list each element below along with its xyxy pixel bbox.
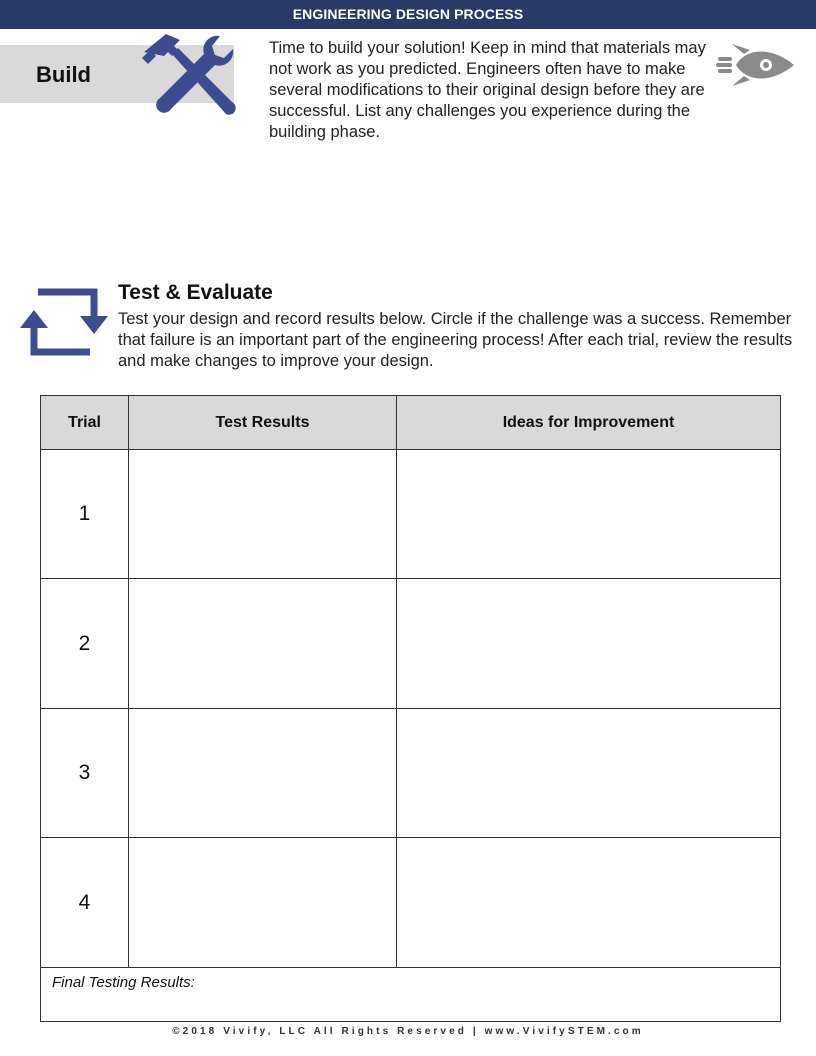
test-results-cell[interactable]: [129, 450, 397, 578]
test-instructions: Test your design and record results below. Circle if the challenge was a success. Remember that failure is an important part of the engineering process! After each trial, review the results and make changes to improve your design.: [118, 310, 793, 370]
final-results-label: Final Testing Results:: [52, 974, 195, 991]
results-table: [40, 395, 781, 1022]
test-evaluate-heading: Test & Evaluate: [118, 281, 273, 304]
rocket-icon: [716, 40, 796, 90]
trial-number: 4: [41, 838, 129, 967]
ideas-cell[interactable]: [397, 709, 780, 837]
column-header-trial: Trial: [41, 396, 129, 449]
trial-number: 1: [41, 450, 129, 578]
table-header-row: [41, 396, 780, 450]
hammer-wrench-icon: [138, 30, 238, 122]
ideas-cell[interactable]: [397, 838, 780, 967]
column-header-ideas: Ideas for Improvement: [502, 413, 675, 431]
test-results-cell[interactable]: [129, 838, 397, 967]
ideas-cell[interactable]: [397, 450, 780, 578]
trial-number: 3: [41, 709, 129, 837]
build-label: Build: [36, 62, 91, 87]
top-banner: ENGINEERING DESIGN PROCESS: [0, 0, 816, 29]
table-row: [41, 709, 780, 838]
test-results-cell[interactable]: [129, 579, 397, 708]
column-header-test-results: Test Results: [129, 396, 397, 449]
table-row: [41, 450, 780, 579]
ideas-cell[interactable]: [397, 579, 780, 708]
footer-copyright: ©2018 Vivify, LLC All Rights Reserved | www.VivifySTEM.com: [172, 1026, 644, 1037]
final-results-row[interactable]: [41, 968, 780, 1021]
build-instructions: Time to build your solution! Keep in mind that materials may not work as you predicted. Engineers often have to make several modifications to their original design before they are successful. List any challenges you experience during the building phase.: [269, 39, 706, 141]
cycle-arrows-icon: [18, 284, 110, 360]
trial-number: 2: [41, 579, 129, 708]
table-row: [41, 579, 780, 709]
test-results-cell[interactable]: [129, 709, 397, 837]
table-row: [41, 838, 780, 968]
